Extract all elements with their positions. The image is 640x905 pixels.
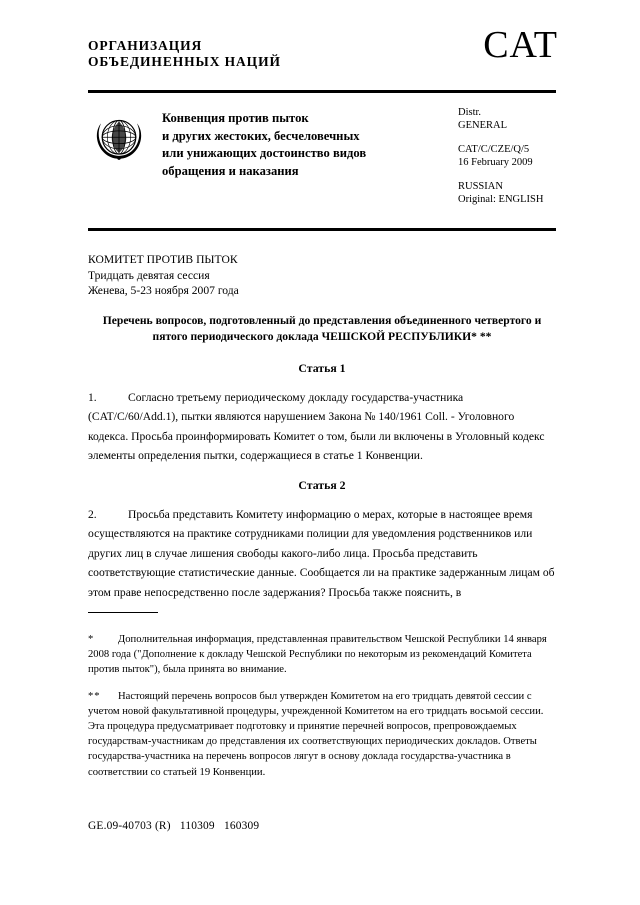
committee-block [88, 252, 556, 299]
article-2-heading: Статья 2 [298, 478, 346, 492]
paragraph-1 [88, 388, 556, 466]
page-title-line-2: пятого периодического доклада ЧЕШСКОЙ РЕСПУБЛИКИ* ** [152, 330, 492, 343]
language-group [458, 180, 640, 206]
distribution-value: GENERAL [458, 120, 507, 131]
paragraph-2-number: 2. [88, 508, 97, 521]
footnote-2-text: Настоящий перечень вопросов был утвержден Комитетом на его тридцать девятой сессии с учетом новой факультативной процедуры, учрежденной Комитетом на его тридцать восьмой сессии. Эта процедура предусматривает подготовку и принятие перечней вопросов, препровождаемых государствам-участникам до представления их соответствующих периодических докладов. Ответы государства-участника на перечень вопросов лягут в основу доклада государства-участника в соответствии со статьей 19 Конвенции. [88, 690, 544, 778]
header-rule-bottom [88, 228, 556, 231]
footnote-2-marker: ** [88, 690, 101, 702]
footer-reference: GE.09-40703 (R) 110309 160309 [88, 820, 260, 832]
distribution-group [458, 106, 640, 132]
convention-title [162, 110, 452, 180]
distribution-block [458, 106, 640, 206]
footnote-separator [88, 612, 158, 613]
paragraph-2 [88, 505, 556, 602]
header-rule-top [88, 90, 556, 93]
organization-line-1: ОРГАНИЗАЦИЯ [88, 38, 203, 53]
document-date: 16 February 2009 [458, 157, 533, 168]
page-title-line-1: Перечень вопросов, подготовленный до представления объединенного четвертого и [102, 314, 542, 327]
convention-title-line-1: Конвенция против пыток [162, 111, 309, 125]
convention-title-line-2: и других жестоких, бесчеловечных [162, 128, 360, 143]
footnote-1-marker: * [88, 634, 95, 645]
committee-venue: Женева, 5-23 ноября 2007 года [88, 284, 239, 297]
original-language: Original: ENGLISH [458, 194, 544, 205]
distribution-label: Distr. [458, 107, 482, 118]
article-1-heading: Статья 1 [298, 361, 346, 375]
document-symbol: CAT/C/CZE/Q/5 [458, 144, 530, 155]
symbol-group [458, 143, 640, 169]
organization-line-2: ОБЪЕДИНЕННЫХ НАЦИЙ [88, 53, 281, 69]
paragraph-2-text: Просьба представить Комитету информацию о мерах, которые в настоящее время осуществляются на практике сотрудниками полиции для уведомления родственников или других лиц в случае лишения свободы какого-либо лица. Просьба представить соответствующие статистические данные. Сообщается ли на практике задержанным лицам об этом праве непосредственно после задержания? Просьба также пояснить, в [88, 508, 555, 599]
paragraph-1-text: Согласно третьему периодическому докладу государства-участника (CAT/C/60/Add.1), пытки являются нарушением Закона № 140/1961 Coll. - Уголовного кодекса. Просьба проинформировать Комитет о том, были ли включены в Уголовный кодекс элементы определения пытки, содержащиеся в статье 1 Конвенции. [88, 391, 545, 463]
committee-session: Тридцать девятая сессия [88, 268, 210, 282]
committee-name: КОМИТЕТ ПРОТИВ ПЫТОК [88, 253, 238, 266]
footnote-1-text: Дополнительная информация, представленная правительством Чешской Республики 14 января 2008 года ("Дополнение к докладу Чешской Республики по некоторым из рекомендаций Комитета против пыток"), была принята во внимание. [88, 634, 547, 676]
un-emblem-icon [90, 110, 148, 168]
footnotes-block [88, 632, 556, 791]
paragraph-1-number: 1. [88, 391, 97, 404]
convention-title-line-3: или унижающих достоинство видов [162, 146, 367, 161]
document-language: RUSSIAN [458, 181, 503, 192]
convention-title-line-4: обращения и наказания [162, 163, 299, 178]
footnote-1 [88, 632, 556, 678]
treaty-body-code: CAT [483, 24, 558, 66]
convention-block [88, 104, 556, 214]
footnote-2 [88, 689, 556, 780]
page-title [88, 313, 556, 345]
organization-name [88, 38, 281, 69]
masthead [88, 0, 556, 84]
